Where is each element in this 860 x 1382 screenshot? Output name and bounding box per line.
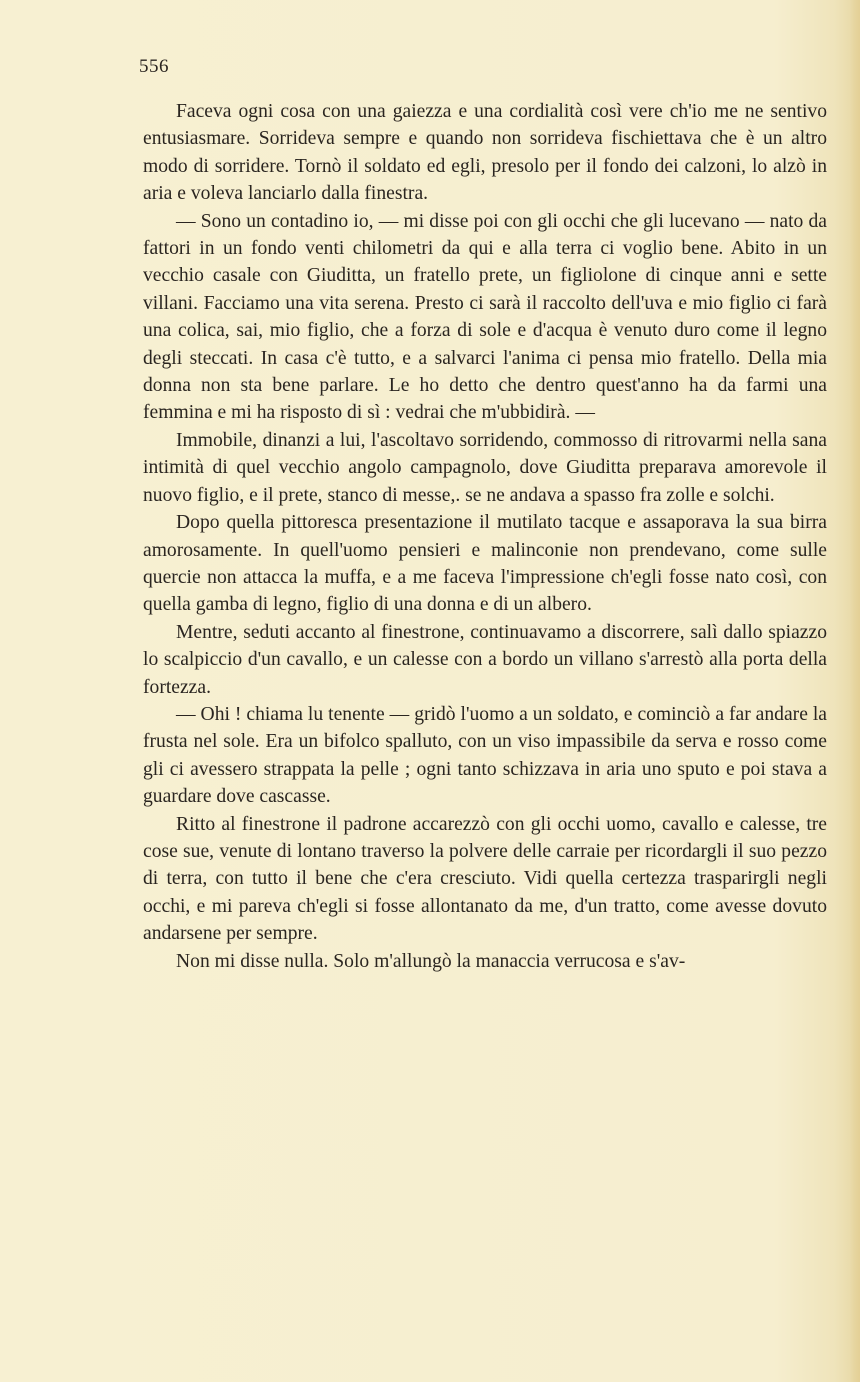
paragraph: — Ohi ! chiama lu tenente — gridò l'uomo a un soldato, e cominciò a far andare la frusta nel sole. Era un bifolco spalluto, con un viso impassibile da serva e rosso come gli ci avessero strappata la pelle ; ogni tanto schizzava in aria uno sputo e poi stava a guardare dove cascasse. (143, 703, 827, 808)
paragraph: Non mi disse nulla. Solo m'allungò la manaccia verrucosa e s'av- (176, 950, 686, 972)
paragraph: Mentre, seduti accanto al finestrone, continuavamo a discorrere, salì dallo spiazzo lo scalpiccio d'un cavallo, e un calesse con a bordo un villano s'arrestò alla porta della fortezza. (143, 621, 827, 698)
paragraph: Faceva ogni cosa con una gaiezza e una cordialità così vere ch'io me ne sentivo entusiasmare. Sorrideva sempre e quando non sorrideva fischiettava che è un altro modo di sorridere. Tornò il soldato ed egli, presolo per il fondo dei calzoni, lo alzò in aria e voleva lanciarlo dalla finestra. (143, 101, 827, 205)
paragraph: Immobile, dinanzi a lui, l'ascoltavo sorridendo, commosso di ritrovarmi nella sana intimità di quel vecchio angolo campagnolo, dove Giuditta preparava amorevole il nuovo figlio, e il prete, stanco di messe,. se ne andava a spasso fra zolle e solchi. (143, 429, 827, 506)
body-text (143, 98, 827, 975)
page-edge (850, 0, 860, 1382)
paragraph: Dopo quella pittoresca presentazione il mutilato tacque e assaporava la sua birra amorosamente. In quell'uomo pensieri e malinconie non prendevano, come sulle quercie non attacca la muffa, e a me faceva l'impressione ch'egli fosse nato così, con quella gamba di legno, figlio di una donna e di un albero. (143, 512, 827, 616)
paragraph: Ritto al finestrone il padrone accarezzò con gli occhi uomo, cavallo e calesse, tre cose sue, venute di lontano traverso la polvere delle carraie per ricordargli il suo pezzo di terra, con tutto il bene che c'era cresciuto. Vidi quella certezza trasparirgli negli occhi, e mi pareva ch'egli si fosse allontanato da me, d'un tratto, come avesse dovuto andarsene per sempre. (143, 813, 827, 945)
page-number: 556 (139, 56, 169, 77)
paragraph: — Sono un contadino io, — mi disse poi con gli occhi che gli lucevano — nato da fattori in un fondo venti chilometri da qui e alla terra ci voglio bene. Abito in un vecchio casale con Giuditta, un fratello prete, un figliolone di cinque anni e sette villani. Facciamo una vita serena. Presto ci sarà il raccolto dell'uva e mio figlio ci farà una colica, sai, mio figlio, che a forza di sole e d'acqua è venuto duro come il legno degli steccati. In casa c'è tutto, e a salvarci l'anima ci pensa mio fratello. Della mia donna non sta bene parlare. Le ho detto che dentro quest'anno ha da farmi una femmina e mi ha risposto di sì : vedrai che m'ubbidirà. — (143, 210, 827, 424)
